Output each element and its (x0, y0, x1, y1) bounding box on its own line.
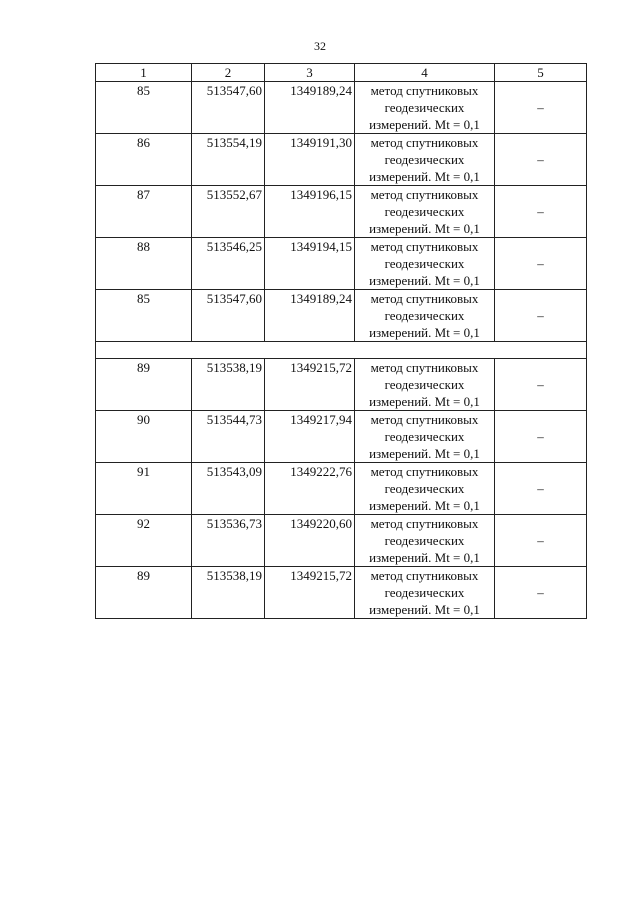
x-coordinate-cell: 513546,25 (192, 238, 265, 290)
table-row (96, 134, 587, 186)
x-coordinate-cell: 513547,60 (192, 290, 265, 342)
column-header: 3 (265, 64, 355, 82)
table-row (96, 567, 587, 619)
note-cell: – (495, 359, 587, 411)
note-cell: – (495, 238, 587, 290)
x-coordinate-cell: 513543,09 (192, 463, 265, 515)
method-cell: метод спутниковых геодезических измерений. Mt = 0,1 (355, 515, 495, 567)
contour-separator-row (96, 342, 587, 359)
y-coordinate-cell: 1349222,76 (265, 463, 355, 515)
separator-cell (96, 342, 587, 359)
column-header: 4 (355, 64, 495, 82)
x-coordinate-cell: 513554,19 (192, 134, 265, 186)
x-coordinate-cell: 513552,67 (192, 186, 265, 238)
point-number-cell: 92 (96, 515, 192, 567)
column-header: 5 (495, 64, 587, 82)
table-row (96, 82, 587, 134)
method-cell: метод спутниковых геодезических измерений. Mt = 0,1 (355, 238, 495, 290)
x-coordinate-cell: 513536,73 (192, 515, 265, 567)
y-coordinate-cell: 1349196,15 (265, 186, 355, 238)
y-coordinate-cell: 1349191,30 (265, 134, 355, 186)
method-cell: метод спутниковых геодезических измерений. Mt = 0,1 (355, 411, 495, 463)
column-header: 1 (96, 64, 192, 82)
note-cell: – (495, 134, 587, 186)
point-number-cell: 88 (96, 238, 192, 290)
table-row (96, 411, 587, 463)
column-header: 2 (192, 64, 265, 82)
note-cell: – (495, 82, 587, 134)
point-number-cell: 90 (96, 411, 192, 463)
y-coordinate-cell: 1349217,94 (265, 411, 355, 463)
x-coordinate-cell: 513538,19 (192, 567, 265, 619)
y-coordinate-cell: 1349215,72 (265, 359, 355, 411)
note-cell: – (495, 411, 587, 463)
point-number-cell: 85 (96, 82, 192, 134)
y-coordinate-cell: 1349189,24 (265, 82, 355, 134)
point-number-cell: 91 (96, 463, 192, 515)
method-cell: метод спутниковых геодезических измерений. Mt = 0,1 (355, 290, 495, 342)
method-cell: метод спутниковых геодезических измерений. Mt = 0,1 (355, 567, 495, 619)
method-cell: метод спутниковых геодезических измерений. Mt = 0,1 (355, 359, 495, 411)
note-cell: – (495, 186, 587, 238)
x-coordinate-cell: 513544,73 (192, 411, 265, 463)
point-number-cell: 85 (96, 290, 192, 342)
contour-group-1 (96, 82, 587, 342)
point-number-cell: 89 (96, 567, 192, 619)
y-coordinate-cell: 1349220,60 (265, 515, 355, 567)
x-coordinate-cell: 513538,19 (192, 359, 265, 411)
table-header-row (96, 64, 587, 82)
y-coordinate-cell: 1349215,72 (265, 567, 355, 619)
table-row (96, 463, 587, 515)
table-row (96, 515, 587, 567)
table-row (96, 359, 587, 411)
y-coordinate-cell: 1349189,24 (265, 290, 355, 342)
table-row (96, 290, 587, 342)
x-coordinate-cell: 513547,60 (192, 82, 265, 134)
point-number-cell: 86 (96, 134, 192, 186)
coordinates-table (95, 63, 587, 619)
table-row (96, 186, 587, 238)
note-cell: – (495, 290, 587, 342)
method-cell: метод спутниковых геодезических измерений. Mt = 0,1 (355, 186, 495, 238)
method-cell: метод спутниковых геодезических измерений. Mt = 0,1 (355, 82, 495, 134)
method-cell: метод спутниковых геодезических измерений. Mt = 0,1 (355, 134, 495, 186)
page-number: 32 (314, 39, 326, 53)
contour-group-2 (96, 359, 587, 619)
point-number-cell: 87 (96, 186, 192, 238)
table-row (96, 238, 587, 290)
method-cell: метод спутниковых геодезических измерений. Mt = 0,1 (355, 463, 495, 515)
point-number-cell: 89 (96, 359, 192, 411)
note-cell: – (495, 515, 587, 567)
note-cell: – (495, 463, 587, 515)
y-coordinate-cell: 1349194,15 (265, 238, 355, 290)
note-cell: – (495, 567, 587, 619)
